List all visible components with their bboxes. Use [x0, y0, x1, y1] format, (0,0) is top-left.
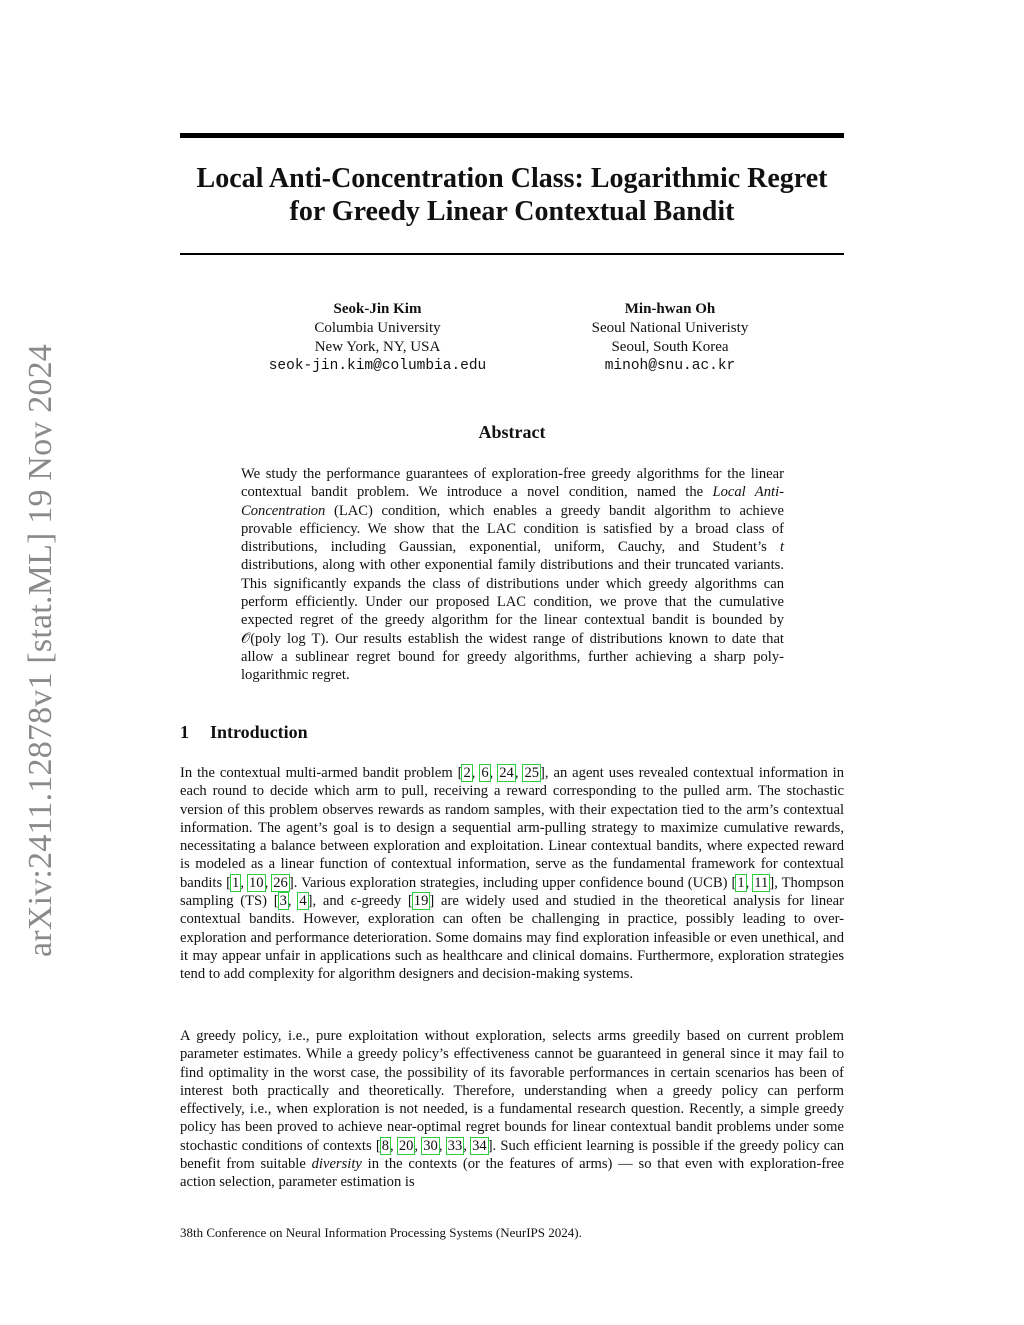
- paragraph-text-segment: ], Thompson sampling (TS) [: [180, 874, 845, 910]
- citation-link[interactable]: 8: [381, 1137, 389, 1154]
- author-email[interactable]: minoh@snu.ac.kr: [604, 358, 736, 374]
- author-email[interactable]: seok-jin.kim@columbia.edu: [268, 358, 487, 374]
- citation-link[interactable]: 26: [273, 874, 288, 891]
- paragraph-text-segment: ], and: [307, 893, 351, 910]
- math-symbol: ϵ: [350, 893, 357, 910]
- conference-footnote: 38th Conference on Neural Information Processing Systems (NeurIPS 2024).: [180, 1225, 582, 1240]
- citation-link[interactable]: 19: [413, 893, 429, 910]
- author-affiliation: Seoul National Univeristy: [591, 320, 749, 336]
- author-location: New York, NY, USA: [314, 339, 441, 355]
- abstract-text: [241, 465, 784, 685]
- title-line-1: Local Anti-Concentration Class: Logarithmic Regret: [196, 163, 828, 194]
- citation-link[interactable]: 33: [447, 1137, 463, 1154]
- section-heading-introduction: [180, 721, 844, 743]
- arxiv-identifier-stamp: arXiv:2411.12878v1 [stat.ML] 19 Nov 2024: [22, 343, 59, 957]
- math-expression: 𝒪(poly log T): [241, 630, 326, 647]
- author-affiliation: Columbia University: [314, 320, 441, 336]
- citation-link[interactable]: 30: [423, 1137, 438, 1154]
- paragraph-text-segment: -greedy [: [356, 893, 413, 910]
- abstract-text-segment: We study the performance guarantees of exploration-free greedy algorithms for the linear contextual bandit problem. We introduce a novel condition, named the: [241, 466, 784, 501]
- citation-link[interactable]: 11: [754, 874, 769, 891]
- paragraph-text-segment: ] are widely used and studied in the theoretical analysis for linear contextual bandits. However, exploration can often be challenging in practice, possibly leading to over-exploration and performance deterioration. Some domains may find exploration infeasible or even unethical, and it may appear unfair in applications such as healthcare and clinical domains. Furthermore, exploration strategies tend to add complexity for algorithm designers and decision-making systems.: [180, 893, 844, 983]
- title-line-2: for Greedy Linear Contextual Bandit: [289, 196, 735, 227]
- title-bottom-rule: [180, 253, 844, 255]
- citation-link[interactable]: 1: [232, 874, 240, 891]
- author-name: Seok-Jin Kim: [333, 301, 422, 317]
- section-title: Introduction: [210, 722, 308, 742]
- abstract-heading: Abstract: [478, 422, 546, 442]
- abstract-text-segment: distributions, along with other exponential family distributions and their truncated variants. This significantly expands the class of distributions under which greedy algorithms can perform efficiently. Under our proposed LAC condition, we prove that the cumulative expected regret of the greedy algorithm for the linear contextual bandit is bounded by: [241, 557, 784, 629]
- intro-paragraph-1: In the contextual multi-armed bandit problem [2, 6, 24, 25], an agent uses revealed contextual information in each round to decide which arm to pull, receiving a reward corresponding to the pulled arm. The stochastic version of this problem observes rewards as random samples, with their expectation tied to the arm’s contextual information. The agent’s goal is to design a sequential arm-pulling strategy to maximize cumulative rewards, necessitating a balance between exploration and exploitation. Linear contextual bandits, where expected reward is modeled as a linear function of contextual information, serve as the fundamental framework for contextual bandits [1, 10, 26]. Various exploration strategies, including upper confidence bound (UCB) [1, 11], Thompson sampling (TS) [3, 4], and ϵ-greedy [19] are widely used and studied in the theoretical analysis for linear contextual bandits. However, exploration can often be challenging in practice, possibly leading to over-exploration and performance deterioration. Some domains may find exploration infeasible or even unethical, and it may appear unfair in applications such as healthcare and clinical domains. Furthermore, exploration strategies tend to add complexity for algorithm designers and decision-making systems.: [180, 765, 845, 983]
- abstract-emphasis: Local Anti-Concentration: [241, 484, 784, 519]
- author-location: Seoul, South Korea: [611, 339, 729, 355]
- paragraph-text-segment: A greedy policy, i.e., pure exploitation without exploration, selects arms greedily based on current problem parameter estimates. While a greedy policy’s effectiveness cannot be guaranteed in general since it may fail to find optimality in the worst case, the possibility of its favorable performances in certain scenarios has been of interest both practically and theoretically. Therefore, understanding when a greedy policy can perform effectively, i.e., when exploration is not needed, is a fundamental research question. Recently, a simple greedy policy has been proved to achieve near-optimal regret bounds for linear contextual bandit problems under some stochastic conditions of contexts [: [180, 1028, 844, 1154]
- author-block-2: [555, 300, 785, 376]
- citation-link[interactable]: 20: [398, 1137, 414, 1154]
- paragraph-text-segment: ], an agent uses revealed contextual information in each round to decide which arm to pull, receiving a reward corresponding to the pulled arm. The stochastic version of this problem observes rewards as random samples, with their expectation tied to the arm’s contextual information. The agent’s goal is to design a sequential arm-pulling strategy to maximize cumulative rewards, necessitating a balance between exploration and exploitation. Linear contextual bandits, where expected reward is modeled as a linear function of contextual information, serve as the fundamental framework for contextual bandits [: [180, 765, 845, 891]
- citation-link[interactable]: 10: [248, 874, 264, 891]
- citation-link[interactable]: 3: [279, 893, 287, 910]
- section-number: 1: [180, 722, 189, 742]
- abstract-text-segment: (LAC) condition, which enables a greedy bandit algorithm to achieve provable efficiency. We show that the LAC condition is satisfied by a broad class of distributions, including Gaussian, exponential, uniform, Cauchy, and Student’s: [241, 502, 784, 556]
- author-block-1: [250, 300, 505, 376]
- paragraph-emphasis: diversity: [311, 1156, 362, 1173]
- citation-link[interactable]: 24: [499, 765, 514, 781]
- paragraph-text-segment: In the contextual multi-armed bandit problem [: [180, 765, 463, 781]
- paragraph-text-segment: ]. Various exploration strategies, including upper confidence bound (UCB) [: [288, 874, 737, 891]
- paragraph-text-segment: ]. Such efficient learning is possible if the greedy policy can benefit from suitable: [180, 1137, 845, 1173]
- citation-link[interactable]: 2: [463, 765, 471, 781]
- citation-link[interactable]: 25: [524, 765, 540, 781]
- citation-link[interactable]: 34: [472, 1137, 487, 1154]
- citation-link[interactable]: 6: [481, 765, 489, 781]
- title-top-rule: [180, 133, 844, 138]
- citation-link[interactable]: 4: [299, 893, 307, 910]
- intro-paragraph-2: A greedy policy, i.e., pure exploitation without exploration, selects arms greedily based on current problem parameter estimates. While a greedy policy’s effectiveness cannot be guaranteed in general since it may fail to find optimality in the worst case, the possibility of its favorable performances in certain scenarios has been of interest both practically and theoretically. Therefore, understanding when a greedy policy can perform effectively, i.e., when exploration is not needed, is a fundamental research question. Recently, a simple greedy policy has been proved to achieve near-optimal regret bounds for linear contextual bandit problems under some stochastic conditions of contexts [8, 20, 30, 33, 34]. Such efficient learning is possible if the greedy policy can benefit from suitable diversity in the contexts (or the features of arms) — so that even with exploration-free action selection, parameter estimation is: [180, 1028, 845, 1191]
- author-name: Min-hwan Oh: [624, 301, 716, 317]
- paragraph-text-segment: in the contexts (or the features of arms) — so that even with exploration-free action selection, parameter estimation is: [180, 1156, 844, 1191]
- abstract-text-segment: . Our results establish the widest range of distributions known to date that allow a sublinear regret bound for greedy algorithms, further achieving a sharp poly-logarithmic regret.: [241, 630, 784, 684]
- paper-title: [150, 162, 874, 228]
- citation-link[interactable]: 1: [737, 874, 745, 891]
- math-symbol: t: [779, 539, 784, 556]
